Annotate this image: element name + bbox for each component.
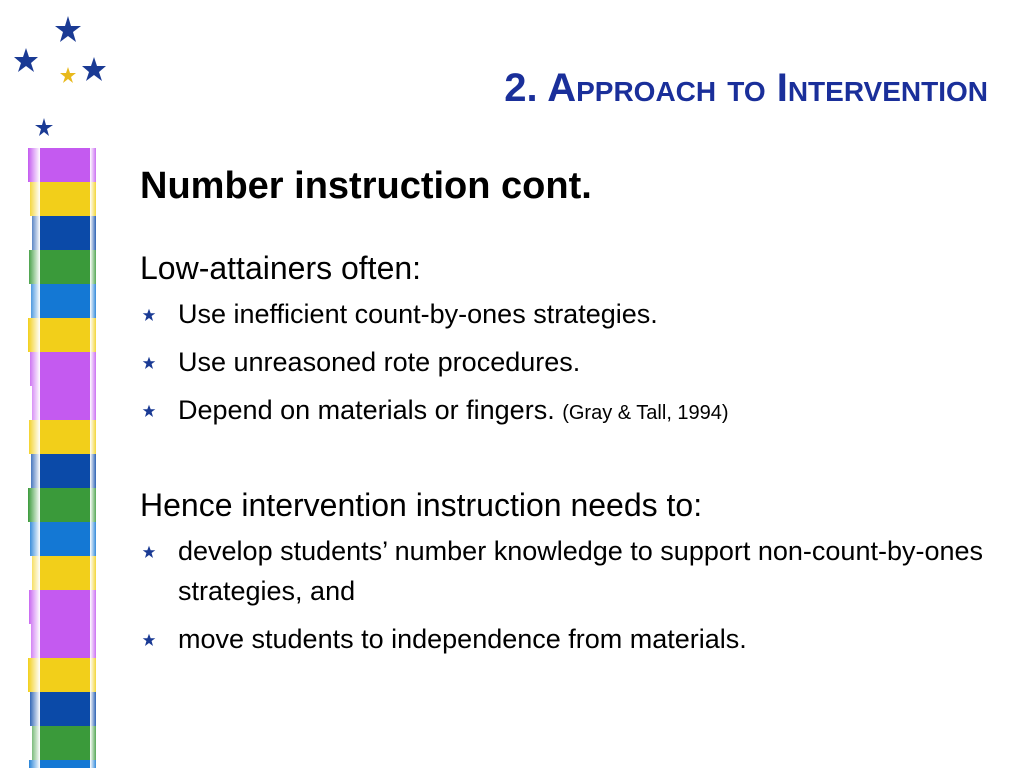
star-cluster-decoration: [0, 0, 120, 140]
list-item: [140, 619, 1000, 659]
star-icon: [142, 633, 156, 647]
slide-title: 2. Approach to Intervention: [504, 66, 988, 110]
list-item-text: Use unreasoned rote procedures.: [178, 347, 581, 377]
intervention-list: [140, 531, 1000, 659]
stripe-band: [32, 386, 96, 420]
stripe-band: [31, 454, 96, 488]
star-icon: [142, 308, 156, 322]
slide-content: [140, 160, 1000, 667]
star-icon: [142, 356, 156, 370]
slide-subtitle: Number instruction cont.: [140, 165, 592, 207]
section-heading-intervention: Hence intervention instruction needs to:: [140, 487, 703, 523]
star-icon: [82, 57, 106, 81]
star-icon: [55, 16, 81, 42]
stripe-band: [31, 284, 96, 318]
star-icon: [14, 48, 38, 72]
stripe-band: [32, 556, 96, 590]
list-item-text: Use inefficient count-by-ones strategies.: [178, 299, 658, 329]
section-heading-low-attainers: Low-attainers often:: [140, 250, 422, 286]
list-item: [140, 342, 1000, 382]
list-item: [140, 294, 1000, 334]
stripe-band: [32, 726, 96, 760]
low-attainers-list: [140, 294, 1000, 433]
stripe-band: [32, 216, 96, 250]
star-icon: [142, 545, 156, 559]
citation: (Gray & Tall, 1994): [562, 402, 729, 424]
decorative-stripe: [0, 148, 118, 768]
list-item: [140, 390, 1000, 433]
star-icon: [60, 67, 76, 83]
star-icon: [142, 404, 156, 418]
list-item-text: move students to independence from materials.: [178, 624, 747, 654]
list-item-text: Depend on materials or fingers.: [178, 395, 555, 425]
stripe-band: [31, 624, 96, 658]
list-item-text: develop students’ number knowledge to support non-count-by-ones strategies, and: [178, 536, 984, 606]
list-item: [140, 531, 1000, 611]
star-icon: [35, 118, 53, 136]
